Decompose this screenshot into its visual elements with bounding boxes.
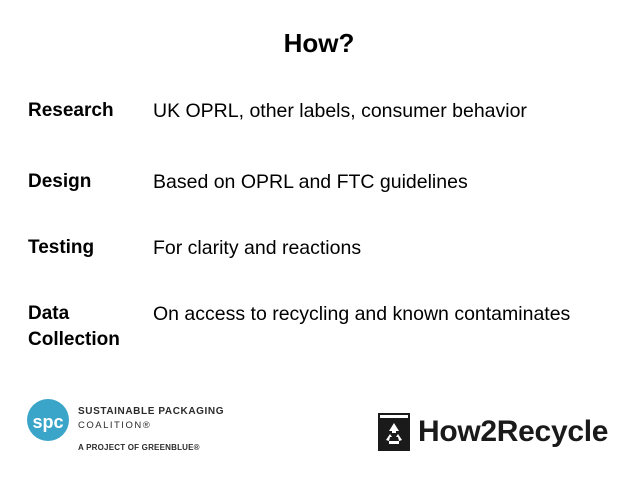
row-data-collection [28, 301, 613, 353]
row-description: UK OPRL, other labels, consumer behavior [153, 100, 527, 122]
row-design [28, 169, 613, 195]
spc-logo-line1: SUSTAINABLE PACKAGING [78, 406, 225, 417]
row-term: Data Collection [28, 303, 120, 350]
spc-logo-icon [26, 398, 70, 442]
spc-logo-line2: COALITION® [78, 420, 152, 431]
spc-logo-mark: spc [32, 412, 64, 432]
row-description: On access to recycling and known contaminates [153, 303, 571, 325]
row-testing [28, 235, 613, 261]
recycle-icon [378, 413, 410, 451]
spc-logo [26, 398, 246, 464]
how2recycle-logo [378, 410, 610, 454]
spc-logo-line3: A PROJECT OF GREENBLUE® [78, 443, 200, 452]
row-description: For clarity and reactions [153, 237, 362, 259]
row-term: Testing [28, 237, 95, 258]
how2recycle-name: How2Recycle [418, 415, 609, 448]
slide-title: How? [283, 28, 355, 58]
row-term: Research [28, 100, 114, 121]
row-research [28, 98, 613, 124]
row-description: Based on OPRL and FTC guidelines [153, 171, 468, 193]
row-term: Design [28, 171, 92, 192]
